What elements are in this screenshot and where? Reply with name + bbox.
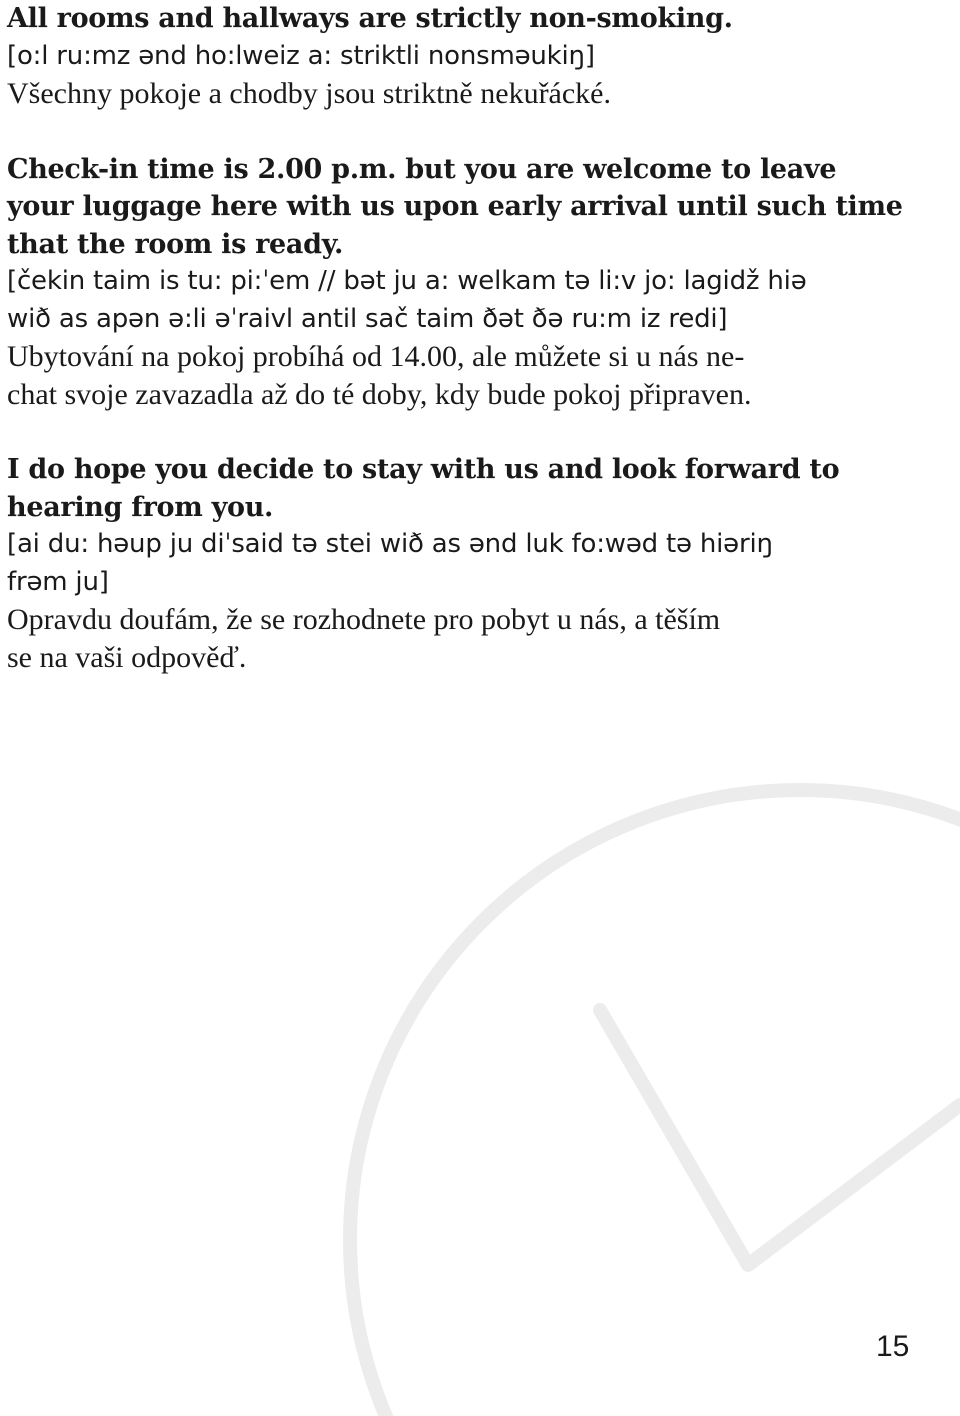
- english-phrase: I do hope you decide to stay with us and look forward to: [7, 454, 840, 485]
- phonetic-transcription: [o:l ru:mz ənd ho:lweiz a: striktli nonsməukiŋ]: [7, 40, 595, 71]
- phonetic-transcription: [čekin taim is tu: pi:ˈem // bət ju a: welkam tə li:v jo: lagidž hiə: [7, 266, 807, 296]
- english-phrase: All rooms and hallways are strictly non-smoking.: [7, 3, 733, 34]
- phonetic-transcription: wið as apən ə:li əˈraivl antil sač taim ðət ðə ru:m iz redi]: [7, 303, 728, 334]
- czech-translation: Všechny pokoje a chodby jsou striktně nekuřácké.: [7, 77, 611, 110]
- english-phrase: your luggage here with us upon early arrival until such time: [7, 191, 903, 222]
- phrase-block-non-smoking: [7, 0, 952, 113]
- english-phrase: that the room is ready.: [7, 228, 344, 260]
- english-phrase: Check-in time is 2.00 p.m. but you are welcome to leave: [7, 153, 837, 185]
- phrase-block-closing: [7, 451, 952, 676]
- phonetic-transcription: [ai du: həup ju diˈsaid tə stei wið as ənd luk fo:wəd tə hiəriŋ: [7, 529, 773, 559]
- phrase-block-check-in: [7, 151, 952, 414]
- english-phrase: hearing from you.: [7, 491, 274, 523]
- czech-translation: Opravdu doufám, že se rozhodnete pro pobyt u nás, a těším: [7, 603, 721, 636]
- page-number: 15: [876, 1330, 910, 1363]
- czech-translation: chat svoje zavazadla až do té doby, kdy bude pokoj připraven.: [7, 377, 752, 411]
- phonetic-transcription: frəm ju]: [7, 566, 109, 597]
- czech-translation: Ubytování na pokoj probíhá od 14.00, ale můžete si u nás ne-: [7, 340, 745, 373]
- page-body: [7, 0, 952, 714]
- czech-translation: se na vaši odpověď.: [7, 640, 247, 674]
